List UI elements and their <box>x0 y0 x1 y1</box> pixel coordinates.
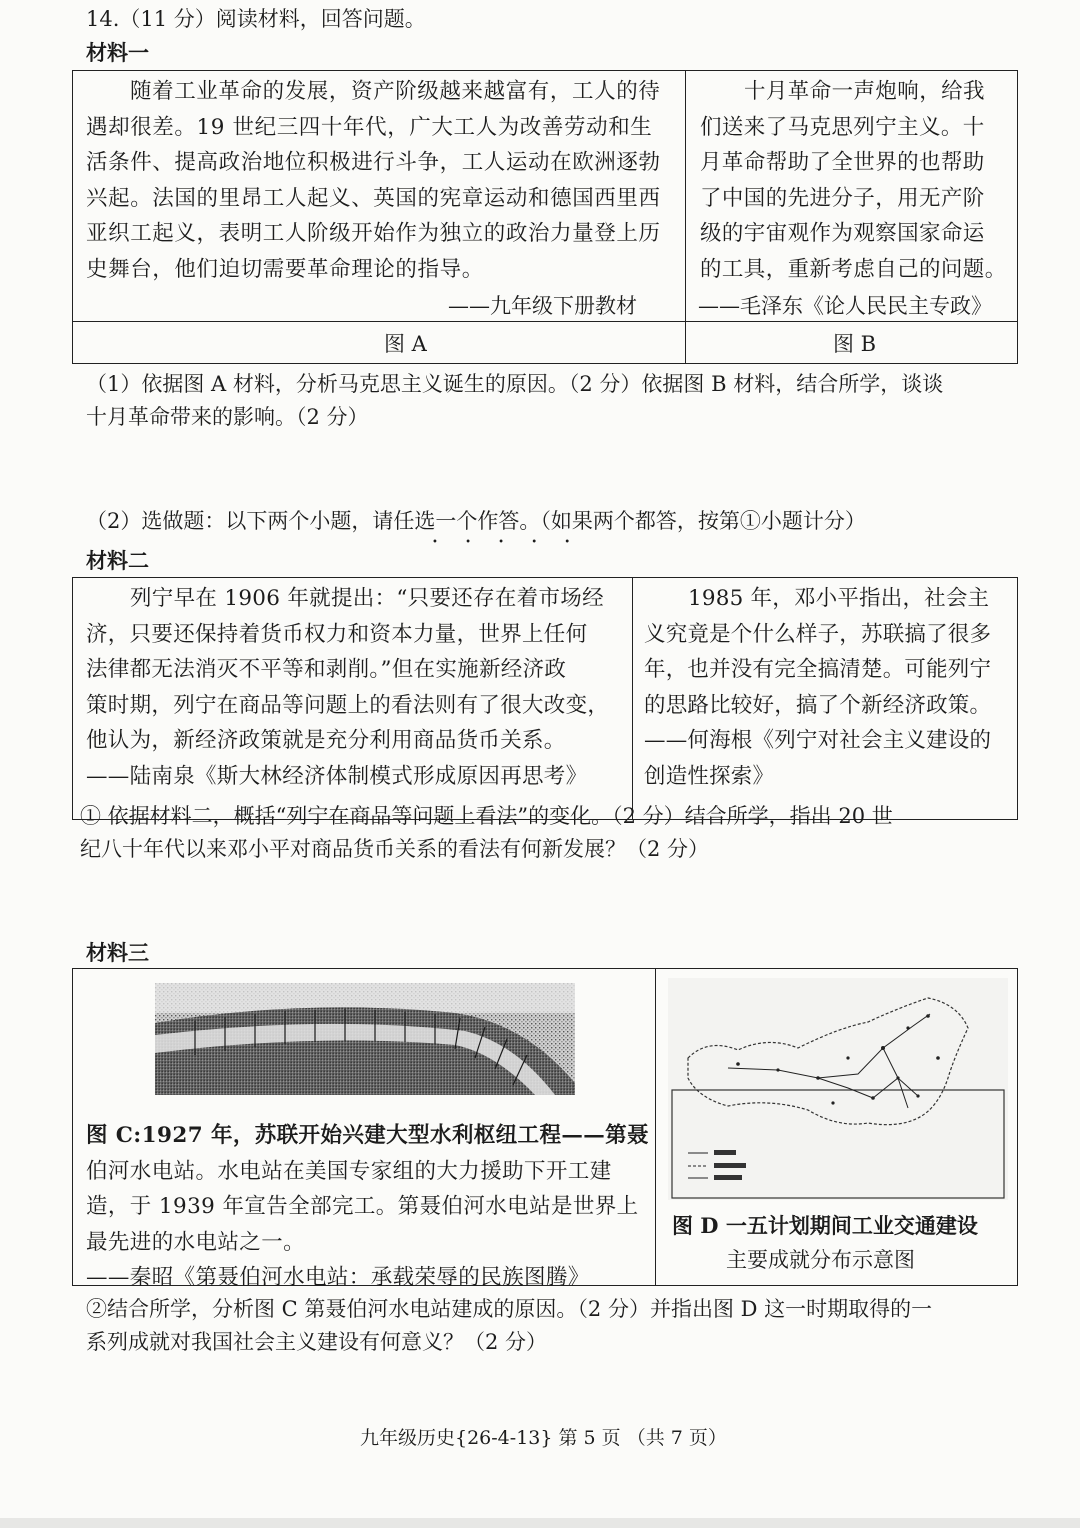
text-line: 法律都无法消灭不平等和剥削。”但在实施新经济政 <box>86 657 567 683</box>
text-line: 十月革命一声炮响，给我 <box>744 79 985 104</box>
material2-right-text <box>644 581 991 795</box>
text-line: ②结合所学，分析图 C 第聂伯河水电站建成的原因。（2 分）并指出图 D 这一时期取得的一 <box>86 1297 933 1321</box>
text-line: 十月革命带来的影响。（2 分） <box>86 405 369 429</box>
text-line: 遇却很差。19 世纪三四十年代，广大工人为改善劳动和生 <box>86 114 653 140</box>
page-footer: 九年级历史{26-4-13} 第 5 页 （共 7 页） <box>360 1427 727 1449</box>
text-line: 伯河水电站。水电站在美国专家组的大力援助下开工建 <box>86 1158 612 1184</box>
text-line: 兴起。法国的里昂工人起义、英国的宪章运动和德国西里西 <box>86 185 661 211</box>
industrial-map <box>668 978 1008 1200</box>
text-line: 造，于 1939 年宣告全部完工。第聂伯河水电站是世界上 <box>86 1194 639 1220</box>
material2-left-text <box>86 581 609 795</box>
fig-d-caption-line1: 图 D 一五计划期间工业交通建设 <box>672 1213 978 1238</box>
text-line: ——秦昭《第聂伯河水电站：承载荣辱的民族图腾》 <box>86 1265 590 1291</box>
text-line: 他认为，新经济政策就是充分利用商品货币关系。 <box>86 728 566 754</box>
text-line: 们送来了马克思列宁主义。十 <box>700 114 985 140</box>
fig-b-caption: 图 B <box>833 332 877 356</box>
fig-c-caption <box>86 1118 649 1296</box>
text-line: 纪八十年代以来邓小平对商品货币关系的看法有何新发展？（2 分） <box>80 837 710 861</box>
text-line: ——陆南泉《斯大林经济体制模式形成原因再思考》 <box>86 763 588 789</box>
material2-label: 材料二 <box>86 549 149 573</box>
text-line: 月革命帮助了全世界的也帮助 <box>700 150 985 176</box>
q2b-text <box>86 1293 932 1359</box>
text-line: 1985 年，邓小平指出，社会主 <box>688 586 990 611</box>
text-line: 的思路比较好，搞了个新经济政策。 <box>644 692 992 718</box>
material1-left-source: ——九年级下册教材 <box>448 294 637 318</box>
text-line: 了中国的先进分子，用无产阶 <box>700 185 985 211</box>
text-line: 活条件、提高政治地位积极进行斗争，工人运动在欧洲逐勃 <box>86 150 661 176</box>
page-edge <box>0 1518 1080 1528</box>
text-line: 随着工业革命的发展，资产阶级越来越富有，工人的待 <box>130 79 661 104</box>
q1-text <box>86 368 943 434</box>
text-line: 的工具，重新考虑自己的问题。 <box>700 256 1007 282</box>
material1-right-source: ——毛泽东《论人民民主专政》 <box>698 294 992 318</box>
material1-divider <box>685 70 686 364</box>
q2a-text <box>80 800 893 866</box>
q2-intro: （2）选做题：以下两个小题，请任选一个作答。（如果两个都答，按第①小题计分） <box>86 509 866 533</box>
text-line: 济，只要还保持着货币权力和资本力量，世界上任何 <box>86 621 588 647</box>
text-line: 列宁早在 1906 年就提出：“只要还存在着市场经 <box>130 586 604 611</box>
text-line: 最先进的水电站之一。 <box>86 1229 306 1255</box>
question-header: 14.（11 分）阅读材料，回答问题。 <box>86 7 426 31</box>
text-line: 亚织工起义，表明工人阶级开始作为独立的政治力量登上历 <box>86 221 661 247</box>
fig-d-caption-line2: 主要成就分布示意图 <box>726 1248 915 1272</box>
text-line: 策时期，列宁在商品等问题上的看法则有了很大改变， <box>86 692 610 718</box>
material2-divider <box>632 577 633 820</box>
text-line: 创造性探索》 <box>644 763 775 789</box>
dnieper-dam-photo <box>155 983 575 1095</box>
text-line: 图 C:1927 年，苏联开始兴建大型水利枢纽工程——第聂 <box>86 1123 649 1148</box>
text-line: 年，也并没有完全搞清楚。可能列宁 <box>644 657 992 683</box>
text-line: ——何海根《列宁对社会主义建设的 <box>644 728 992 754</box>
material1-right-text <box>700 74 1007 288</box>
text-line: 级的宇宙观作为观察国家命运 <box>700 221 985 247</box>
material3-divider <box>655 968 656 1286</box>
text-line: 义究竟是个什么样子，苏联搞了很多 <box>644 621 992 647</box>
material1-left-text <box>86 74 661 288</box>
text-line: 系列成就对我国社会主义建设有何意义？（2 分） <box>86 1330 548 1354</box>
material1-caption-rule <box>72 321 1018 322</box>
material1-label: 材料一 <box>86 41 149 65</box>
text-line: 史舞台，他们迫切需要革命理论的指导。 <box>86 256 484 282</box>
material3-label: 材料三 <box>86 941 149 965</box>
text-line: ① 依据材料二，概括“列宁在商品等问题上看法”的变化。（2 分）结合所学，指出 20 世 <box>80 804 893 828</box>
emphasis-dots: • • • • • <box>432 537 583 548</box>
fig-a-caption: 图 A <box>384 332 427 356</box>
text-line: （1）依据图 A 材料，分析马克思主义诞生的原因。（2 分）依据图 B 材料，结合所学，谈谈 <box>86 372 944 396</box>
